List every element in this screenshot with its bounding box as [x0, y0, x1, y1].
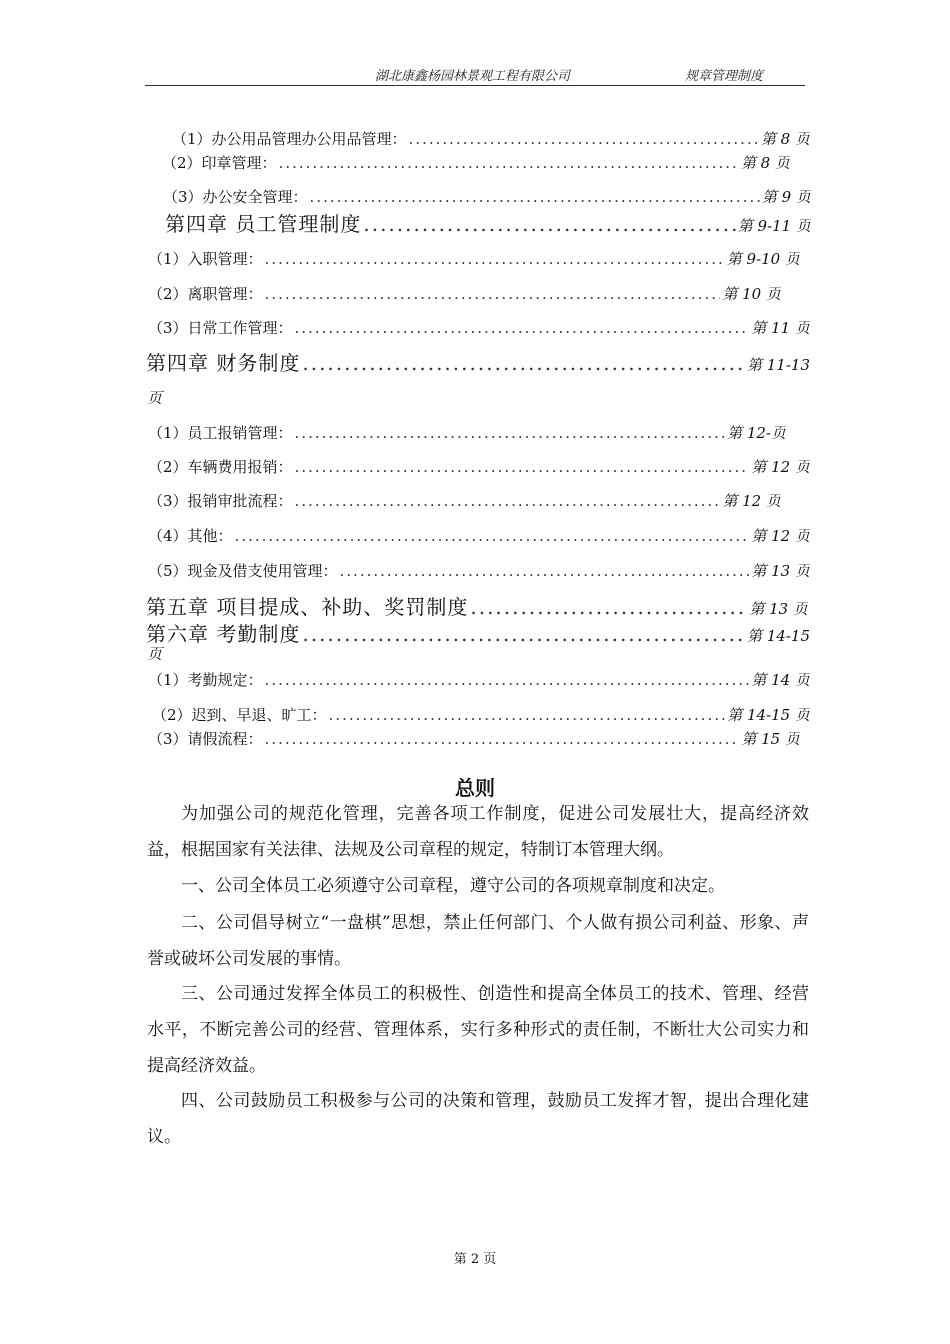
toc-entry[interactable]	[148, 248, 800, 270]
toc-entry-page: 第 12 页	[751, 458, 810, 476]
toc-entry[interactable]	[148, 669, 810, 691]
toc-entry-label: （2）离职管理：	[148, 285, 263, 303]
toc-entry[interactable]	[172, 128, 810, 150]
paragraph: 为加强公司的规范化管理，完善各项工作制度，促进公司发展壮大，提高经济效益，根据国家有关法律、法规及公司章程的规定，特制订本管理大纲。	[147, 804, 809, 860]
toc-entry-label: （1）办公用品管理办公用品管理：	[172, 130, 407, 148]
paragraph: 二、公司倡导树立“一盘棋”思想，禁止任何部门、个人做有损公司利益、形象、声誉或破坏公司发展的事情。	[147, 913, 809, 969]
toc-chapter[interactable]	[165, 208, 811, 236]
toc-entry-page: 第 10 页	[722, 285, 781, 303]
toc-entry-label: （3）请假流程：	[148, 730, 263, 748]
toc-entry[interactable]	[148, 728, 800, 750]
toc-chapter[interactable]	[146, 347, 810, 375]
toc-entry-page: 第 9 页	[761, 188, 811, 206]
toc-entry-label: （2）车辆费用报销：	[148, 458, 293, 476]
paragraph: 三、公司通过发挥全体员工的积极性、创造性和提高全体员工的技术、管理、经营水平，不断完善公司的经营、管理体系，实行多种形式的责任制，不断壮大公司实力和提高经济效益。	[147, 984, 809, 1076]
toc-entry-page: 第 13 页	[751, 562, 810, 580]
toc-chapter-page: 第 13 页	[749, 600, 808, 618]
toc-page-wrap: 页	[147, 389, 163, 407]
toc-entry[interactable]	[148, 490, 781, 512]
toc-entry[interactable]	[148, 560, 810, 582]
section-title-general: 总则	[455, 776, 495, 800]
toc-chapter-page: 第 11-13	[746, 356, 810, 374]
toc-entry[interactable]	[148, 422, 786, 444]
toc-entry-page: 第 12-页	[727, 424, 786, 442]
toc-entry-label: （3）日常工作管理：	[148, 319, 293, 337]
toc-entry-page: 第 12 页	[751, 527, 810, 545]
toc-entry-page: 第 14-15 页	[727, 706, 810, 724]
toc-entry[interactable]	[148, 456, 810, 478]
toc-chapter-page: 第 14-15	[746, 627, 810, 645]
toc-chapter-label: 第四章 财务制度	[146, 351, 301, 375]
toc-entry-label: （1）员工报销管理：	[148, 424, 293, 442]
toc-entry[interactable]	[162, 152, 790, 174]
toc-entry-label: （1）入职管理：	[148, 250, 263, 268]
toc-entry-page: 第 9-10 页	[726, 250, 800, 268]
toc-entry-label: （2）迟到、早退、旷工：	[152, 706, 327, 724]
page-number: 第 2 页	[453, 1252, 497, 1267]
toc-entry[interactable]	[152, 704, 810, 726]
toc-entry[interactable]	[148, 317, 810, 339]
toc-entry-label: （5）现金及借支使用管理：	[148, 562, 338, 580]
header-company-name: 湖北康鑫杨园林景观工程有限公司	[375, 69, 571, 84]
toc-chapter-label: 第四章 员工管理制度	[165, 212, 362, 236]
paragraph: 四、公司鼓励员工积极参与公司的决策和管理，鼓励员工发挥才智，提出合理化建议。	[147, 1091, 809, 1147]
toc-chapter[interactable]	[146, 591, 808, 619]
toc-entry-page: 第 8 页	[740, 154, 790, 172]
paragraph: 一、公司全体员工必须遵守公司章程，遵守公司的各项规章制度和决定。	[181, 876, 725, 896]
toc-entry[interactable]	[163, 186, 811, 208]
toc-entry[interactable]	[148, 283, 781, 305]
toc-page-wrap: 页	[147, 645, 163, 663]
toc-entry-label: （2）印章管理：	[162, 154, 277, 172]
toc-entry-page: 第 11 页	[751, 319, 810, 337]
toc-entry-label: （3）报销审批流程：	[148, 492, 293, 510]
toc-entry-page: 第 12 页	[722, 492, 781, 510]
toc-chapter-page: 第 9-11 页	[737, 217, 811, 235]
toc-chapter-label: 第五章 项目提成、补助、奖罚制度	[146, 595, 469, 619]
toc-chapter[interactable]	[146, 618, 810, 646]
toc-entry-page: 第 15 页	[741, 730, 800, 748]
toc-entry-label: （1）考勤规定：	[148, 671, 263, 689]
toc-entry-page: 第 14 页	[751, 671, 810, 689]
toc-chapter-label: 第六章 考勤制度	[146, 622, 301, 646]
page-header	[145, 55, 805, 86]
toc-entry[interactable]	[148, 525, 810, 547]
toc-entry-page: 第 8 页	[760, 130, 810, 148]
toc-entry-label: （4）其他：	[148, 527, 233, 545]
header-document-title: 规章管理制度	[685, 69, 764, 84]
toc-entry-label: （3）办公安全管理：	[163, 188, 308, 206]
